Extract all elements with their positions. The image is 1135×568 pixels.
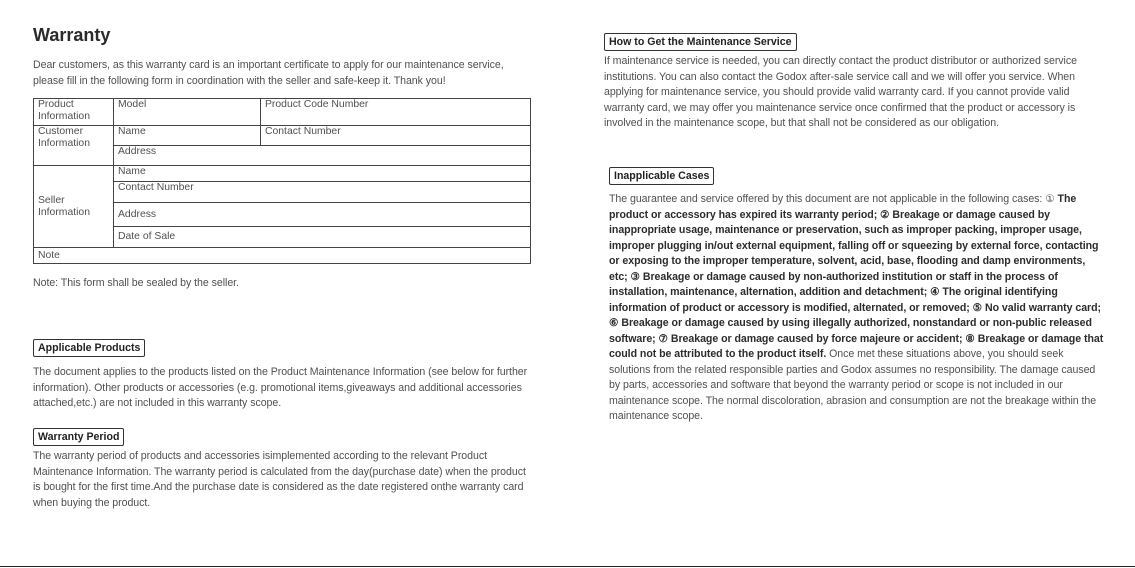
date-of-sale-field[interactable]: Date of Sale <box>114 227 531 248</box>
seller-address-field[interactable]: Address <box>114 203 531 227</box>
maintenance-service-text: If maintenance service is needed, you can directly contact the product distributor or authorized service institutions. You can also contact the Godox after-sale service call and we will offer you service. When applying for maintenance service, you should provide valid warranty card. If you cannot provide valid warranty card, we may offer you maintenance service once confirmed that the product or accessory is involved in the maintenance scope, but that shall not be considered as our obligation. <box>604 55 1077 129</box>
customer-address-field[interactable]: Address <box>114 146 531 166</box>
customer-contact-number-field[interactable]: Contact Number <box>261 126 531 146</box>
customer-name-field[interactable]: Name <box>114 126 261 146</box>
seller-name-field[interactable]: Name <box>114 166 531 182</box>
customer-information-label: Customer Information <box>34 126 114 166</box>
inapplicable-cases-list: The product or accessory has expired its warranty period; ② Breakage or damage caused by inappropriate usage, maintenance or preservation, such as improper packing, improper usage, improper plugging in/out external equipment, falling off or squeezing by external force, contacting or exposing to the improper temperature, solvent, acid, base, flooding and damp environments, etc; ③ Breakage or damage caused by non-authorized institution or staff in the process of installation, maintenance, alternation, addition and detachment; ④ The original identifying information of product or accessory is modified, alternated, or removed; ⑤ No valid warranty card; ⑥ Breakage or damage caused by using illegally authorized, nonstandard or non-public released software; ⑦ Breakage or damage caused by force majeure or accident; ⑧ Breakage or damage that could not be attributed to the product itself. <box>609 193 1104 360</box>
inapplicable-cases-heading: Inapplicable Cases <box>609 167 714 185</box>
page-title: Warranty <box>33 25 111 45</box>
inapplicable-cases-outro: Once met these situations above, you should seek solutions from the related responsible parties and Godox assumes no responsibility. The damage caused by parts, accessories and software that beyond the warranty period or scope is not included in our maintenance scope. The normal discoloration, abrasion and consumption are not the breakage within the maintenance scope. <box>609 348 1097 422</box>
inapplicable-cases-intro: The guarantee and service offered by this document are not applicable in the following cases: ① <box>609 193 1058 205</box>
warranty-form-table <box>33 98 531 264</box>
product-code-number-field[interactable]: Product Code Number <box>261 99 531 126</box>
warranty-period-heading: Warranty Period <box>33 428 124 446</box>
maintenance-service-heading: How to Get the Maintenance Service <box>604 33 797 51</box>
form-note: Note: This form shall be sealed by the seller. <box>33 277 239 289</box>
model-field[interactable]: Model <box>114 99 261 126</box>
bottom-rule <box>0 566 1135 567</box>
product-information-label: Product Information <box>34 99 114 126</box>
inapplicable-cases-text <box>609 192 1105 425</box>
intro-paragraph: Dear customers, as this warranty card is an important certificate to apply for our maintenance service, please fill in the following form in coordination with the seller and safe-keep it. Thank you! <box>33 59 504 87</box>
seller-information-label: Seller Information <box>34 166 114 248</box>
applicable-products-text: The document applies to the products listed on the Product Maintenance Information (see below for further information). Other products or accessories (e.g. promotional items,giveaways and additional accessories attached,etc.) are not included in this warranty scope. <box>33 366 528 409</box>
note-field[interactable]: Note <box>34 248 531 264</box>
warranty-period-text: The warranty period of products and accessories isimplemented according to the relevant Product Maintenance Information. The warranty period is calculated from the day(purchase date) when the product is bought for the first time.And the purchase date is considered as the date registered onthe warranty card when buying the product. <box>33 450 526 509</box>
applicable-products-heading: Applicable Products <box>33 339 145 357</box>
seller-contact-number-field[interactable]: Contact Number <box>114 182 531 203</box>
